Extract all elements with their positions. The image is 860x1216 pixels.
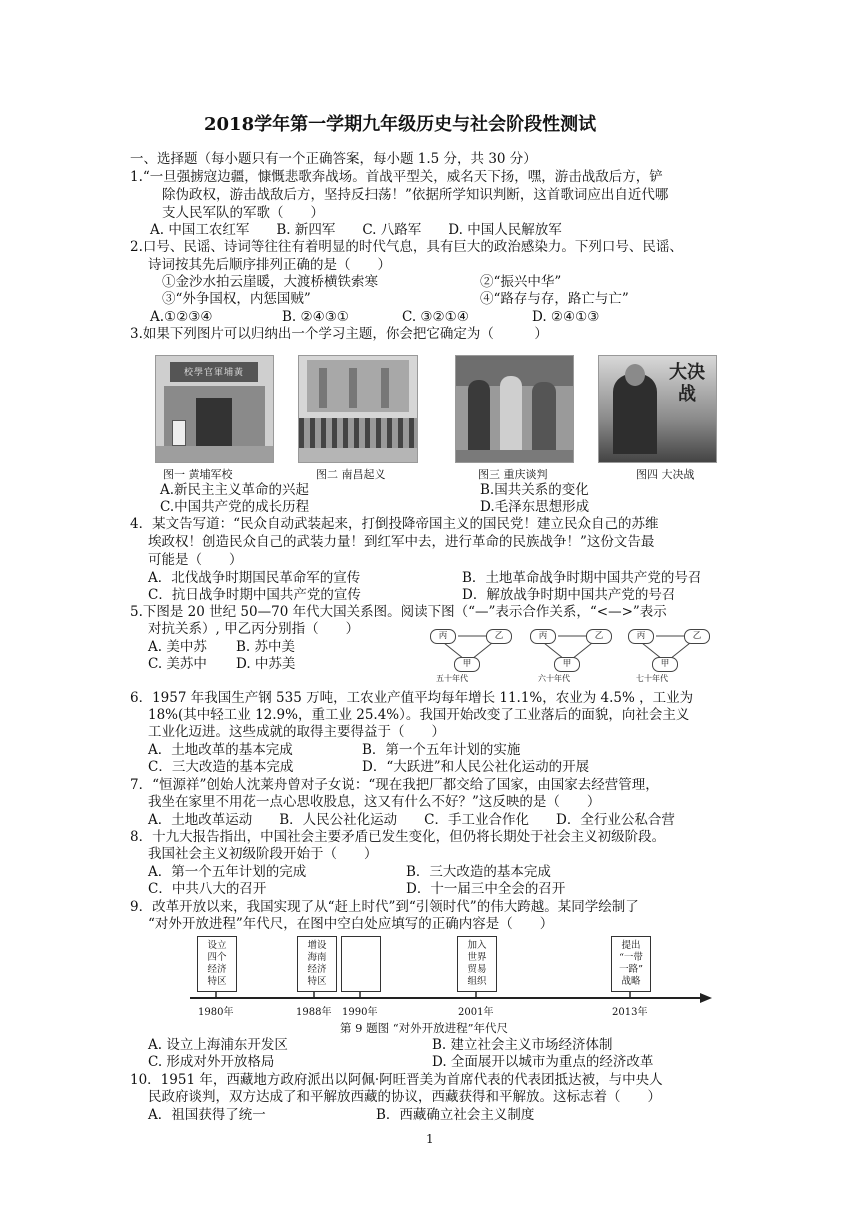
timeline-year: 1980年 <box>198 1007 234 1018</box>
q6-line1: 6．1957 年我国生产钢 535 万吨，工农业产值平均每年增长 11.1%，农业为 4.5% ，工业为 <box>130 690 694 706</box>
relation-diagram-50s <box>428 626 524 682</box>
node-jia: 甲 <box>454 657 480 672</box>
q4-option-c: C．抗日战争时期中国共产党的宣传 <box>148 587 361 603</box>
q1-options: A. 中国工农红军 B. 新四军 C. 八路军 D. 中国人民解放军 <box>150 222 562 238</box>
node-bing: 丙 <box>628 629 654 644</box>
era-label-70s: 七十年代 <box>636 674 668 683</box>
q6-option-b: B．第一个五年计划的实施 <box>362 742 521 758</box>
q9-line2: “对外开放进程”年代尺，在图中空白处应填写的正确内容是（ ） <box>148 916 554 932</box>
q4-line3: 可能是（ ） <box>148 552 243 568</box>
q3-option-a: A.新民主主义革命的兴起 <box>160 482 310 498</box>
timeline-event-box: 增设 海南 经济 特区 <box>297 936 337 992</box>
q2-option-d: D. ②④①③ <box>532 309 600 325</box>
node-jia: 甲 <box>554 657 580 672</box>
q7-line2: 我坐在家里不用花一点心思收股息，这又有什么不好？”这反映的是（ ） <box>148 794 601 810</box>
era-label-60s: 六十年代 <box>538 674 570 683</box>
q2-option-a: A.①②③④ <box>150 309 213 325</box>
timeline-caption: 第 9 题图 “对外开放进程”年代尺 <box>340 1021 509 1035</box>
q5-option-b: B. 苏中美 <box>236 639 296 655</box>
q8-option-a: A．第一个五年计划的完成 <box>148 864 307 880</box>
q1-line2: 除伪政权，游击战敌后方，坚持反扫荡！”依据所学知识判断，这首歌词应出自近代哪 <box>162 187 669 203</box>
timeline-year: 2001年 <box>458 1007 494 1018</box>
q2-item4: ④“路存与存，路亡与亡” <box>480 291 629 307</box>
page-title: 2018学年第一学期九年级历史与社会阶段性测试 <box>204 114 597 135</box>
timeline-event-box: 加入 世界 贸易 组织 <box>457 936 497 992</box>
q2-option-c: C. ③②①④ <box>402 309 469 325</box>
q10-line1: 10．1951 年，西藏地方政府派出以阿佩·阿旺晋美为首席代表的代表团抵达被，与中央人 <box>130 1072 663 1088</box>
huangpu-academy-photo <box>155 355 274 463</box>
q3-option-b: B.国共关系的变化 <box>480 482 589 498</box>
q8-option-b: B．三大改造的基本完成 <box>406 864 551 880</box>
q2-item2: ②“振兴中华” <box>480 274 562 290</box>
q5-line1: 5.下图是 20 世纪 50—70 年代大国关系图。阅读下图（“—”表示合作关系，“<—>”表示 <box>130 604 667 620</box>
page-number: 1 <box>426 1132 434 1146</box>
timeline-event-box: 设立 四个 经济 特区 <box>197 936 237 992</box>
node-bing: 丙 <box>530 629 556 644</box>
q9-option-c: C. 形成对外开放格局 <box>148 1054 275 1070</box>
q4-option-a: A．北伐战争时期国民革命军的宣传 <box>148 570 361 586</box>
q8-option-c: C．中共八大的召开 <box>148 881 267 897</box>
caption-figure-1: 图一 黄埔军校 <box>163 468 233 481</box>
caption-figure-3: 图三 重庆谈判 <box>478 468 548 481</box>
decisive-battle-poster <box>598 355 717 463</box>
q8-line1: 8．十九大报告指出，中国社会主要矛盾已发生变化，但仍将长期处于社会主义初级阶段。 <box>130 829 666 845</box>
q7-line1: 7．“恒源祥”创始人沈莱舟曾对子女说：“现在我把厂都交给了国家，由国家去经营管理， <box>130 777 659 793</box>
q6-option-a: A．土地改革的基本完成 <box>148 742 293 758</box>
node-jia: 甲 <box>652 657 678 672</box>
q4-option-b: B．土地革命战争时期中国共产党的号召 <box>462 570 702 586</box>
q4-line2: 埃政权！创造民众自己的武装力量！到红军中去，进行革命的民族战争！”这份文告最 <box>148 534 655 550</box>
q5-option-c: C. 美苏中 <box>148 656 207 672</box>
q1-line3: 支人民军队的军歌（ ） <box>162 205 324 221</box>
q6-line2: 18%(其中轻工业 12.9%，重工业 25.4%）。我国开始改变了工业落后的面貌，向社会主义 <box>148 707 690 723</box>
node-bing: 丙 <box>430 629 456 644</box>
q8-line2: 我国社会主义初级阶段开始于（ ） <box>148 846 378 862</box>
academy-gate-sign: 校學官軍埔黃 <box>183 368 244 378</box>
q9-option-a: A. 设立上海浦东开发区 <box>148 1037 288 1053</box>
timeline-event-box: 提出 “一带 一路” 战略 <box>611 936 651 992</box>
q4-option-d: D．解放战争时期中国共产党的号召 <box>462 587 676 603</box>
q6-option-d: D．“大跃进”和人民公社化运动的开展 <box>362 759 590 775</box>
q5-option-d: D. 中苏美 <box>236 656 296 672</box>
era-label-50s: 五十年代 <box>436 674 468 683</box>
caption-figure-2: 图二 南昌起义 <box>316 468 386 481</box>
q2-line2: 诗词按其先后顺序排列正确的是（ ） <box>148 257 391 273</box>
opening-up-timeline <box>180 934 720 1018</box>
q10-option-a: A．祖国获得了统一 <box>148 1107 266 1123</box>
q9-option-b: B. 建立社会主义市场经济体制 <box>432 1037 613 1053</box>
q2-item3: ③“外争国权，内惩国贼” <box>162 291 311 307</box>
timeline-year: 1990年 <box>342 1007 378 1018</box>
node-yi: 乙 <box>486 629 512 644</box>
timeline-blank-box <box>341 936 381 992</box>
caption-figure-4: 图四 大决战 <box>636 468 695 481</box>
q7-options: A．土地改革运动 B．人民公社化运动 C．手工业合作化 D．全行业公私合营 <box>148 812 675 828</box>
q9-option-d: D. 全面展开以城市为重点的经济改革 <box>432 1054 654 1070</box>
q9-line1: 9．改革开放以来，我国实现了从“赶上时代”到“引领时代”的伟大跨越。某同学绘制了 <box>130 899 639 915</box>
q8-option-d: D．十一届三中全会的召开 <box>406 881 566 897</box>
q3-option-d: D.毛泽东思想形成 <box>480 499 590 515</box>
q10-option-b: B．西藏确立社会主义制度 <box>376 1107 535 1123</box>
nanchang-uprising-photo <box>298 355 418 463</box>
q10-line2: 民政府谈判，双方达成了和平解放西藏的协议，西藏获得和平解放。这标志着（ ） <box>148 1089 661 1105</box>
chongqing-negotiation-photo <box>455 355 574 463</box>
relation-diagram-70s <box>626 626 722 682</box>
q6-option-c: C．三大改造的基本完成 <box>148 759 294 775</box>
q6-line3: 工业化迈进。这些成就的取得主要得益于（ ） <box>148 724 445 740</box>
node-yi: 乙 <box>684 629 710 644</box>
timeline-year: 1988年 <box>296 1007 332 1018</box>
timeline-year: 2013年 <box>612 1007 648 1018</box>
section-heading: 一、选择题（每小题只有一个正确答案，每小题 1.5 分，共 30 分） <box>130 151 537 167</box>
q5-option-a: A. 美中苏 <box>148 639 207 655</box>
q2-item1: ①金沙水拍云崖暖，大渡桥横铁索寒 <box>162 274 378 290</box>
q2-option-b: B. ②④③① <box>282 309 349 325</box>
q4-line1: 4．某文告写道：“民众自动武装起来，打倒投降帝国主义的国民党！建立民众自己的苏维 <box>130 516 659 532</box>
q3-option-c: C.中国共产党的成长历程 <box>160 499 310 515</box>
node-yi: 乙 <box>586 629 612 644</box>
q1-line1: 1.“一旦强掳寇边疆，慷慨悲歌奔战场。首战平型关，威名天下扬，嘿，游击战敌后方，铲 <box>130 169 663 185</box>
q3-stem: 3.如果下列图片可以归纳出一个学习主题，你会把它确定为（ ） <box>130 326 548 342</box>
relation-diagram-60s <box>528 626 624 682</box>
q2-line1: 2.口号、民谣、诗词等往往有着明显的时代气息，具有巨大的政治感染力。下列口号、民谣、 <box>130 239 683 255</box>
q5-line2: 对抗关系）, 甲乙丙分别指（ ） <box>148 621 360 637</box>
poster-title: 大决战 <box>669 362 705 405</box>
